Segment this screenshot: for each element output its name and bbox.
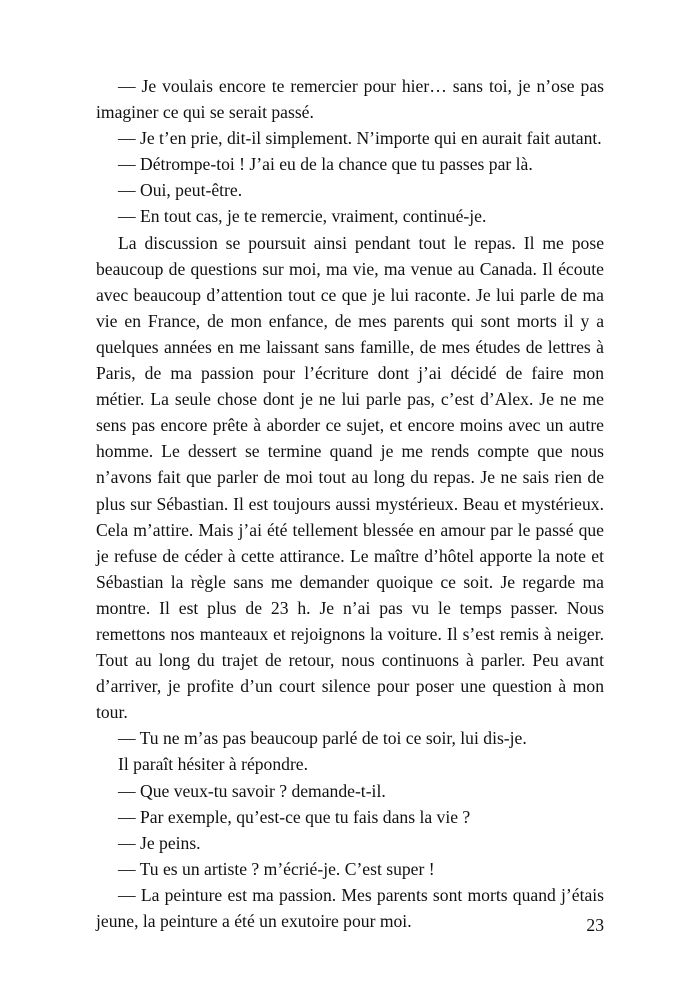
paragraph: — En tout cas, je te remercie, vraiment, continué-je. [118, 206, 487, 227]
paragraph: La discussion se poursuit ainsi pendant tout le repas. Il me pose beaucoup de questions sur moi, ma vie, ma venue au Canada. Il écoute avec beaucoup d’attention tout ce que je lui raconte. Je lui parle de ma vie en France, de mon enfance, de mes parents qui sont morts il y a quelques années en me laissant sans famille, de mes études de lettres à Paris, de ma passion pour l’écriture dont j’ai décidé de faire mon métier. La seule chose dont je ne lui parle pas, c’est d’Alex. Je ne me sens pas encore prête à aborder ce sujet, et encore moins avec un autre homme. Le dessert se termine quand je me rends compte que nous n’avons fait que parler de moi tout au long du repas. Je ne sais rien de plus sur Sébastian. Il est toujours aussi mystérieux. Beau et mystérieux. Cela m’attire. Mais j’ai été tellement blessée en amour par le passé que je refuse de céder à cette attirance. Le maître d’hôtel apporte la note et Sébastian la règle sans me demander quoique ce soit. Je regarde ma montre. Il est plus de 23 h. Je n’ai pas vu le temps passer. Nous remettons nos manteaux et rejoignons la voiture. Il s’est remis à neiger. Tout au long du trajet de retour, nous continuons à parler. Peu avant d’arriver, je profite d’un court silence pour poser une question à mon tour. [96, 232, 604, 723]
paragraph: — Détrompe-toi ! J’ai eu de la chance que tu passes par là. [118, 154, 533, 175]
paragraph: — Tu es un artiste ? m’écrié-je. C’est super ! [118, 858, 435, 879]
paragraph: — Tu ne m’as pas beaucoup parlé de toi ce soir, lui dis-je. [118, 728, 527, 749]
paragraph: Il paraît hésiter à répondre. [118, 754, 309, 775]
paragraph: — Par exemple, qu’est-ce que tu fais dans la vie ? [118, 806, 471, 827]
paragraph: — Je voulais encore te remercier pour hier… sans toi, je n’ose pas imaginer ce qui se serait passé. [96, 76, 604, 123]
page-number: 23 [586, 915, 604, 935]
paragraph: — Oui, peut-être. [118, 180, 243, 201]
paragraph: — Que veux-tu savoir ? demande-t-il. [118, 780, 386, 801]
paragraph: — La peinture est ma passion. Mes parents sont morts quand j’étais jeune, la peinture a été un exutoire pour moi. [96, 884, 604, 931]
paragraph: — Je peins. [118, 832, 201, 853]
body-text [96, 73, 604, 934]
paragraph: — Je t’en prie, dit-il simplement. N’importe qui en aurait fait autant. [118, 128, 602, 149]
